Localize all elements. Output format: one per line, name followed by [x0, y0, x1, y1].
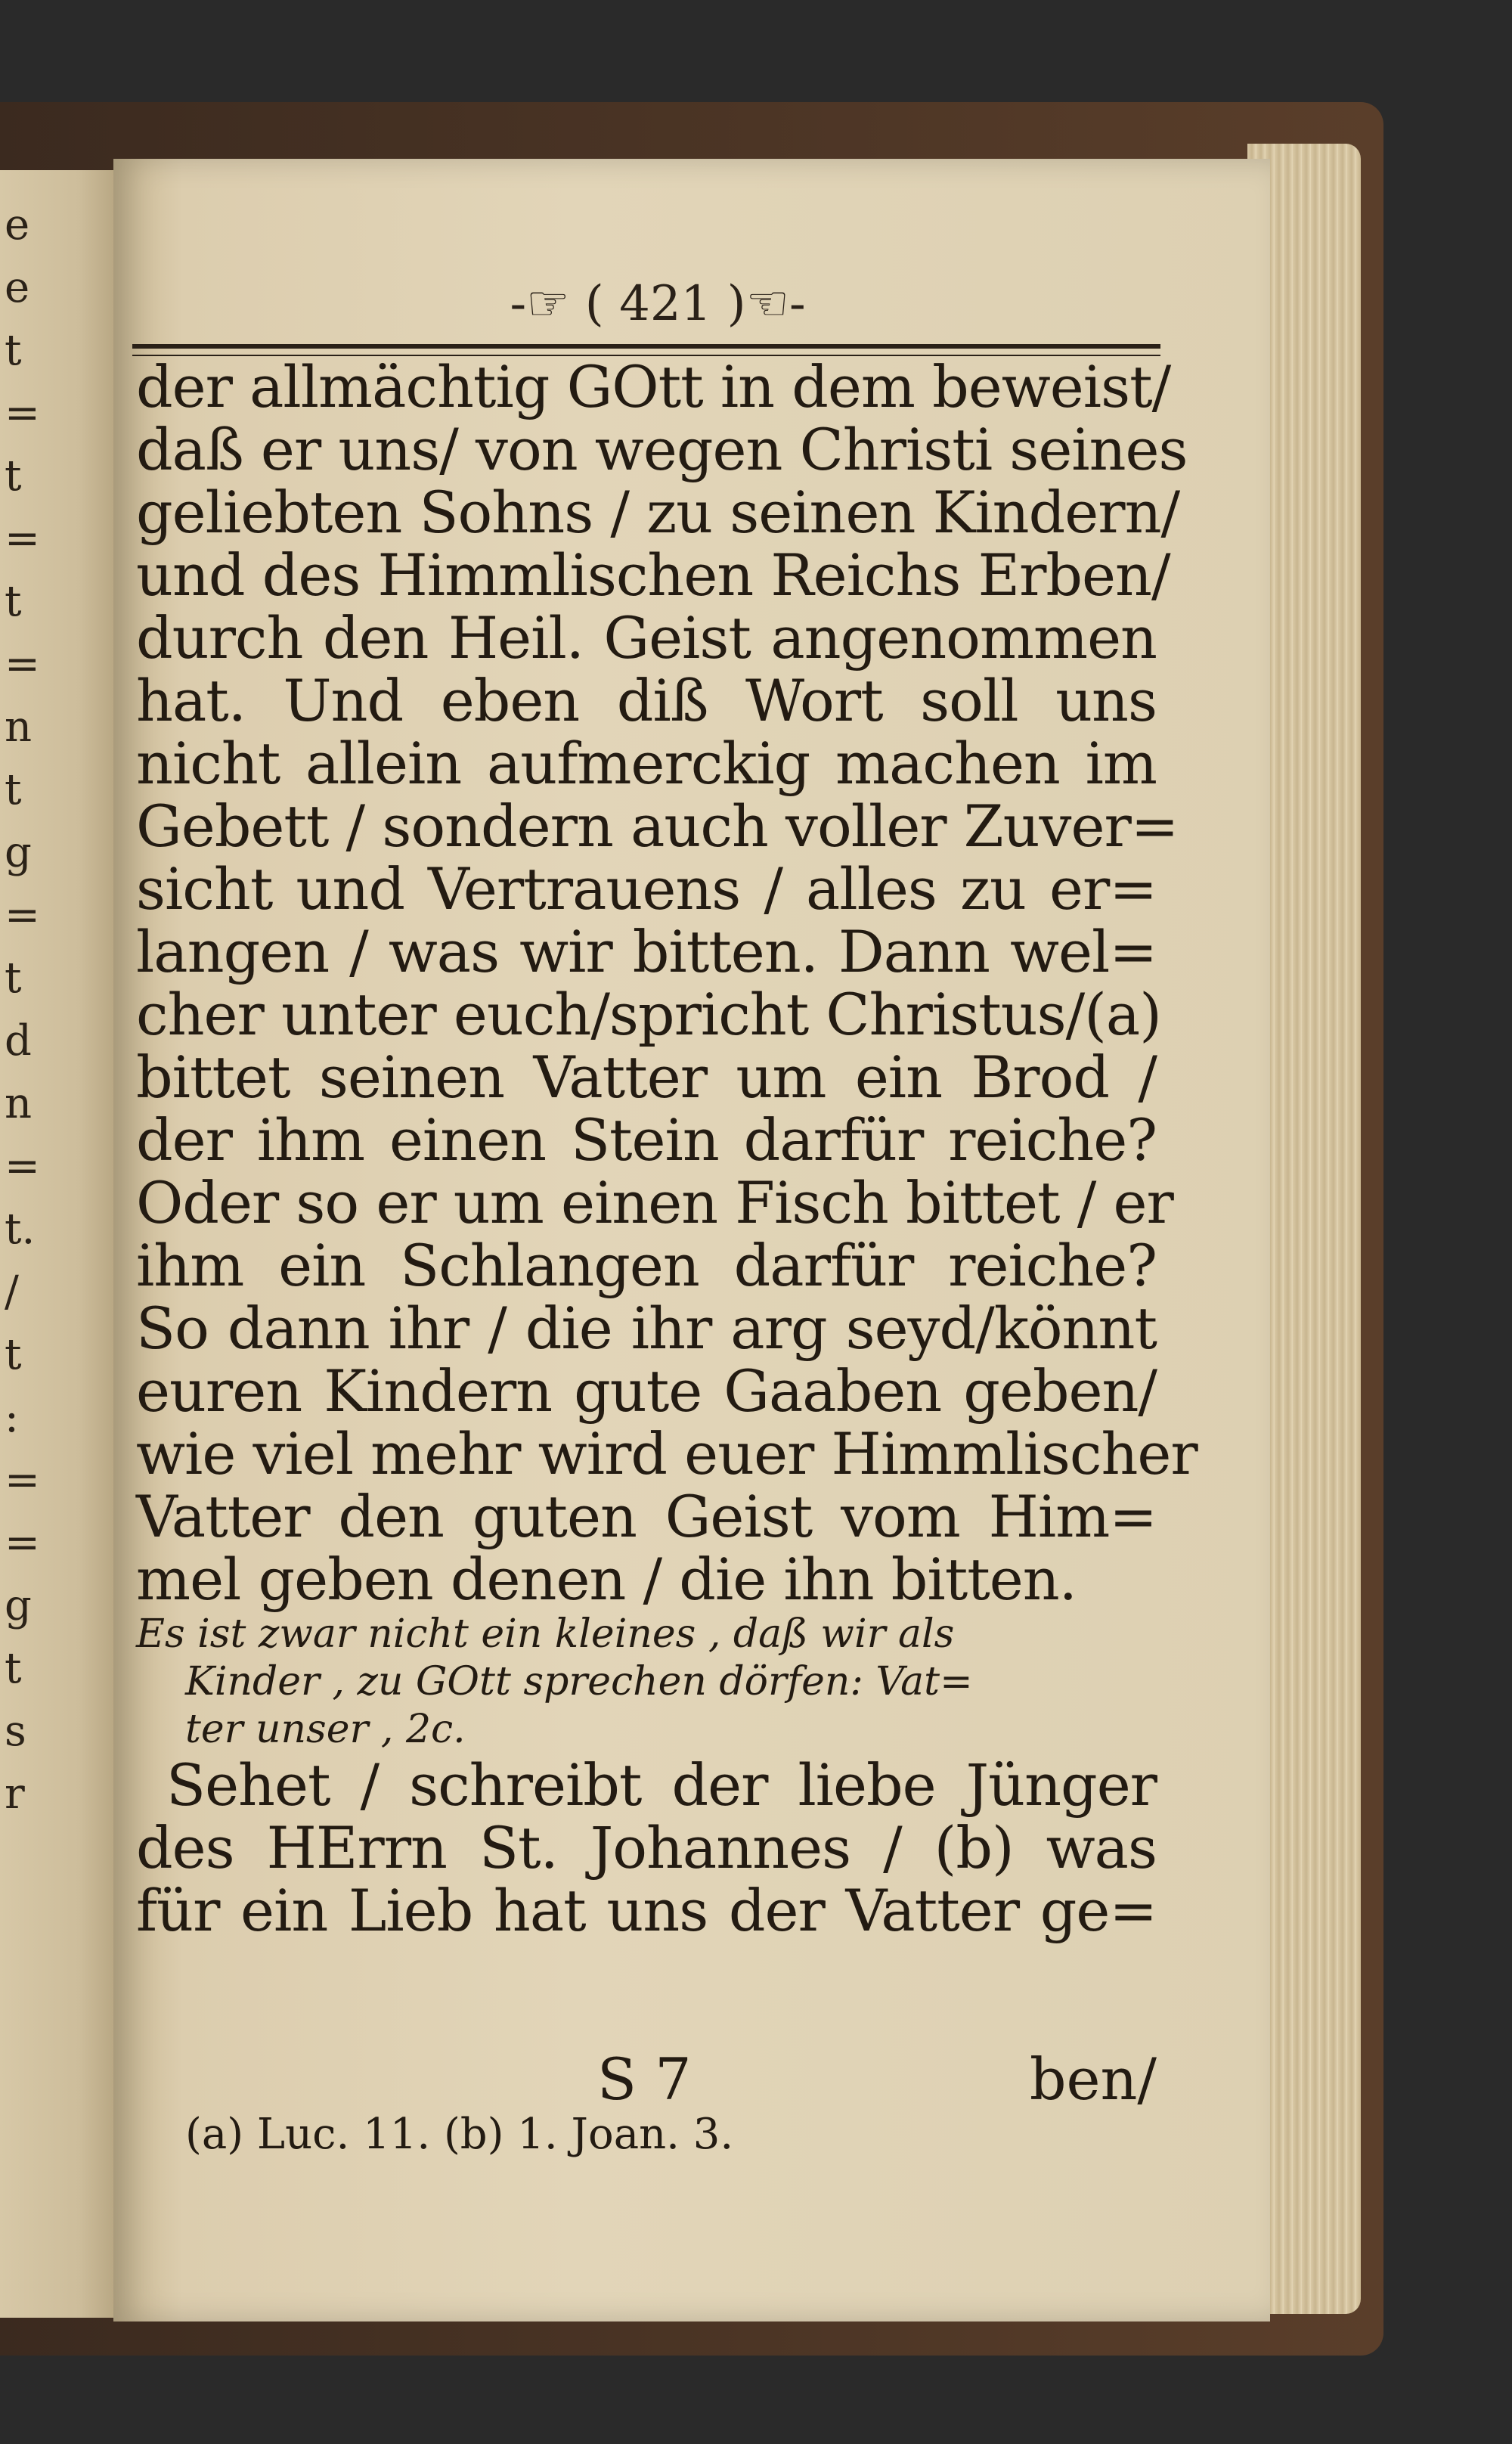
text-line: für ein Lieb hat uns der Vatter ge=: [136, 1877, 1157, 1944]
left-page-fragment: d: [5, 1016, 32, 1065]
text-line: Sehet / schreibt der liebe Jünger: [166, 1751, 1157, 1819]
left-page-fragment: e: [5, 200, 30, 250]
text-line: Oder so er um einen Fisch bittet / er: [136, 1169, 1173, 1236]
left-page-fragment: :: [5, 1393, 19, 1442]
left-page-fragment: g: [5, 828, 32, 877]
left-page-fragment: e: [5, 263, 30, 312]
text-line: langen / was wir bitten. Dann wel=: [136, 918, 1157, 985]
text-line: daß er uns/ von wegen Christi seines: [136, 416, 1188, 483]
text-line: euren Kindern gute Gaaben geben/: [136, 1357, 1157, 1425]
left-page-fragment: g: [5, 1581, 32, 1630]
left-page-fragment: =: [5, 1456, 40, 1505]
text-line: hat. Und eben diß Wort soll uns: [136, 667, 1157, 734]
text-line: Vatter den guten Geist vom Him=: [136, 1483, 1157, 1550]
left-page-fragment: n: [5, 1079, 33, 1128]
text-line: und des Himmlischen Reichs Erben/: [136, 541, 1170, 609]
footnote: (a) Luc. 11. (b) 1. Joan. 3.: [185, 2110, 734, 2159]
text-line: der ihm einen Stein darfür reiche?: [136, 1106, 1157, 1174]
text-line: des HErrn St. Johannes / (b) was: [136, 1814, 1157, 1881]
text-line: Gebett / sondern auch voller Zuver=: [136, 792, 1179, 860]
text-line: ihm ein Schlangen darfür reiche?: [136, 1232, 1157, 1299]
text-line: sicht und Vertrauens / alles zu er=: [136, 855, 1157, 923]
left-page-fragment: r: [5, 1769, 25, 1819]
left-page-fragment: =: [5, 1142, 40, 1191]
left-page-fragment: =: [5, 640, 40, 689]
text-line: der allmächtig GOtt in dem beweist/: [136, 353, 1171, 420]
note-line: Es ist zwar nicht ein kleines , daß wir als: [136, 1611, 955, 1657]
text-line: cher unter euch/spricht Christus/(a): [136, 981, 1161, 1048]
text-line: bittet seinen Vatter um ein Brod /: [136, 1044, 1157, 1111]
left-page-fragment: =: [5, 891, 40, 940]
left-page-fragment: t: [5, 451, 22, 501]
left-page-fragment: t: [5, 577, 22, 626]
note-line: Kinder , zu GOtt sprechen dörfen: Vat=: [185, 1659, 973, 1704]
left-page-fragment: n: [5, 702, 33, 752]
left-page-edge: [0, 170, 113, 2318]
page-header: -☞ ( 421 )☜-: [510, 276, 806, 332]
text-line: geliebten Sohns / zu seinen Kindern/: [136, 479, 1180, 546]
text-line: So dann ihr / die ihr arg seyd/könnt: [136, 1295, 1157, 1362]
body-text: [136, 353, 1198, 1944]
left-page-fragment: =: [5, 1518, 40, 1568]
left-page-fragment: s: [5, 1707, 26, 1756]
catchword: ben/: [1029, 2045, 1157, 2113]
left-page-fragment: t: [5, 765, 22, 814]
left-page-fragment: t: [5, 954, 22, 1003]
page-foot: [136, 2045, 1157, 2113]
text-line: nicht allein aufmerckig machen im: [136, 730, 1157, 797]
text-line: durch den Heil. Geist angenommen: [136, 604, 1157, 671]
left-page-fragment: t: [5, 1330, 22, 1379]
book-page: [113, 159, 1270, 2321]
left-page-fragment: =: [5, 514, 40, 563]
text-line: wie viel mehr wird euer Himmlischer: [136, 1420, 1198, 1487]
left-page-fragment: t.: [5, 1205, 36, 1254]
text-line: mel geben denen / die ihn bitten.: [136, 1546, 1077, 1613]
left-page-fragment: t: [5, 1644, 22, 1693]
left-page-fragment: =: [5, 389, 40, 438]
left-page-fragment: t: [5, 326, 22, 375]
signature-mark: S 7: [597, 2045, 692, 2113]
note-line: ter unser , 2c.: [185, 1707, 466, 1752]
left-page-fragment: /: [5, 1267, 19, 1317]
